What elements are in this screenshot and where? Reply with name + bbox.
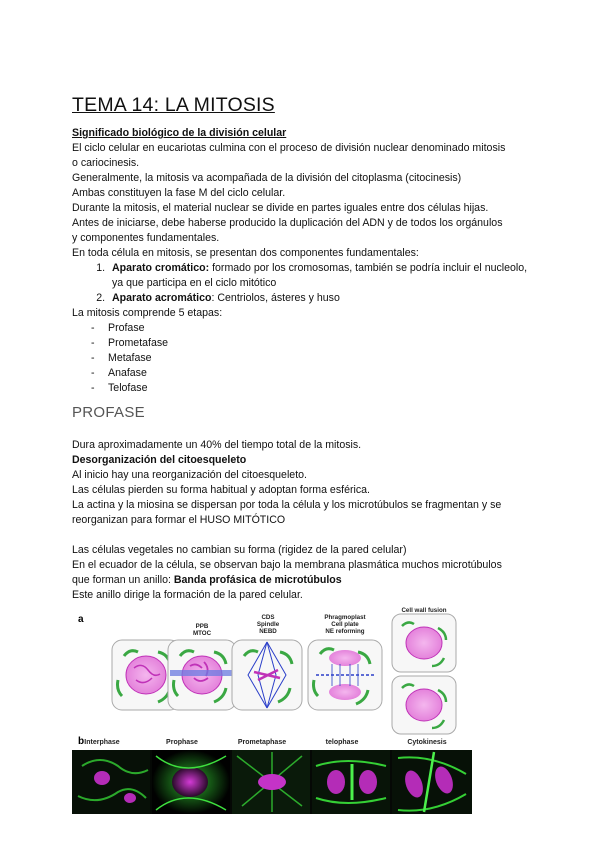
figure-label-ne-reforming: NE reforming [325, 628, 365, 635]
page-title: TEMA 14: LA MITOSIS [72, 94, 275, 116]
micrograph-label-cytokinesis: Cytokinesis [407, 739, 447, 746]
figure-label-cell-wall-fusion: Cell wall fusion [401, 607, 447, 614]
text-line: y componentes fundamentales. [72, 232, 220, 244]
text-line: Ambas constituyen la fase M del ciclo celular. [72, 187, 286, 199]
figure-label-nebd: NEBD [259, 628, 277, 635]
panel-a-label: a [78, 614, 84, 625]
section-heading: Significado biológico de la división celular [72, 127, 287, 139]
text-line: Las células vegetales no cambian su forma (rigidez de la pared celular) [72, 544, 407, 556]
stages-list [72, 321, 532, 396]
list-item: - Prometafase [91, 336, 532, 351]
list-item: - Profase [91, 321, 532, 336]
figure-label-cds: CDS [261, 614, 275, 621]
text-line: Este anillo dirige la formación de la pared celular. [72, 589, 303, 601]
cell-diagram-spindle [232, 640, 302, 710]
components-list [72, 261, 532, 306]
list-item: 1. Aparato cromático: formado por los cromosomas, también se podría incluir el nucleolo, ya que participa en el ciclo mitótico [108, 261, 532, 291]
text-line: reorganizan para formar el HUSO MITÓTICO [72, 514, 286, 526]
list-item: 2. Aparato acromático: Centriolos, ásteres y huso [108, 291, 532, 306]
micrograph-strip [72, 750, 472, 814]
micrograph-label-telophase: telophase [325, 739, 359, 746]
text-line: Durante la mitosis, el material nuclear se divide en partes iguales entre dos células hijas. [72, 202, 489, 214]
cell-diagram-phragmoplast [308, 640, 382, 710]
text-line: Generalmente, la mitosis va acompañada de la división del citoplasma (citocinesis) [72, 172, 462, 184]
list-item: - Anafase [91, 366, 532, 381]
micrograph-label-interphase: Interphase [84, 739, 120, 746]
figure-label-ppb: PPB [195, 623, 209, 630]
micrograph-label-prophase: Prophase [166, 739, 198, 746]
text-line: Al inicio hay una reorganización del citoesqueleto. [72, 469, 307, 481]
text-line: En toda célula en mitosis, se presentan dos componentes fundamentales: [72, 247, 419, 259]
text-line: Las células pierden su forma habitual y adoptan forma esférica. [72, 484, 370, 496]
text-line: o cariocinesis. [72, 157, 140, 169]
text-line: que forman un anillo: Banda profásica de microtúbulos [72, 574, 342, 586]
text-line: Antes de iniciarse, debe haberse producido la duplicación del ADN y de todos los orgánulos [72, 217, 503, 229]
cell-diagram-cell-wall-fusion [392, 614, 456, 734]
micrograph-label-prometaphase: Prometaphase [237, 739, 287, 746]
figure-label-cell-plate: Cell plate [331, 621, 359, 628]
figure-label-phragmoplast: Phragmoplast [324, 614, 366, 621]
mitosis-figure [72, 606, 472, 816]
cell-diagram-prophase [168, 640, 236, 710]
text-line: Dura aproximadamente un 40% del tiempo total de la mitosis. [72, 439, 362, 451]
profase-section [72, 438, 532, 603]
list-item: - Metafase [91, 351, 532, 366]
subheading: Desorganización del citoesqueleto [72, 454, 247, 466]
figure-label-spindle: Spindle [256, 621, 280, 628]
section-heading-profase: PROFASE [72, 404, 145, 421]
intro-section [72, 126, 532, 396]
panel-b-label: b [78, 736, 85, 747]
text-line: En el ecuador de la célula, se observan bajo la membrana plasmática muchos microtúbulos [72, 559, 502, 571]
text-line: La actina y la miosina se dispersan por toda la célula y los microtúbulos se fragmentan y se [72, 499, 502, 511]
figure-label-mtoc: MTOC [192, 630, 212, 637]
list-item: - Telofase [91, 381, 532, 396]
text-line: El ciclo celular en eucariotas culmina con el proceso de división nuclear denominado mitosis [72, 142, 506, 154]
text-line: La mitosis comprende 5 etapas: [72, 307, 223, 319]
